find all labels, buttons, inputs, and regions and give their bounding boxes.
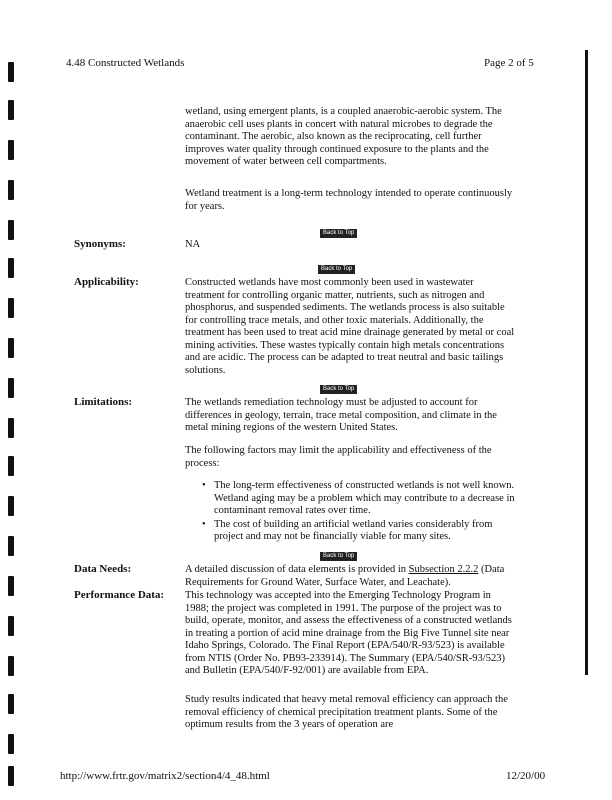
page-url: http://www.frtr.gov/matrix2/section4/4_48.html [60,770,270,782]
data-needs-text-after: (Data Requirements for Ground Water, Surface Water, and Leachate). [185,564,505,588]
punch-hole [8,496,14,516]
limitations-list [200,480,520,545]
back-to-top-button[interactable]: Back to Top [320,385,357,394]
punch-hole [8,100,14,120]
page-date: 12/20/00 [506,770,546,782]
list-item: • The long-term effectiveness of constructed wetlands is not well known. Wetland aging may be a problem which may contribute to a decrease in contaminant removal rates over time. [200,480,520,518]
limitations-label: Limitations: [74,396,133,408]
limitations-paragraph-2: The following factors may limit the applicability and effectiveness of the process: [185,445,492,469]
page-header-title: 4.48 Constructed Wetlands [66,57,185,69]
applicability-label: Applicability: [74,276,139,288]
punch-hole [8,616,14,636]
intro-paragraph: wetland, using emergent plants, is a coupled anaerobic-aerobic system. The anaerobic cell uses plants in concert with natural microbes to degrade the contaminant. The aerobic, also known as the reciprocating, cell further improves water quality through continued exposure to the plants and the movement of water between cell compartments. [185,106,502,167]
data-needs-text-before: A detailed discussion of data elements is provided in [185,564,409,575]
back-to-top-button[interactable]: Back to Top [320,229,357,238]
performance-data-label: Performance Data: [74,589,165,601]
punch-hole [8,140,14,160]
intro-paragraph-2: Wetland treatment is a long-term technology intended to operate continuously for years. [185,188,513,212]
list-item: • The cost of building an artificial wetland varies considerably from project and may not be financially viable for many sites. [200,519,520,544]
data-needs-text [185,564,515,589]
punch-hole [8,766,14,786]
punch-hole [8,694,14,714]
back-to-top-button[interactable]: Back to Top [320,552,357,561]
punch-hole [8,298,14,318]
performance-paragraph: This technology was accepted into the Emerging Technology Program in 1988; the project was completed in 1991. The purpose of the project was to build, operate, monitor, and assess the effectiveness of a constructed wetlands in treating a portion of acid mine drainage from the Big Five Tunnel site near Idaho Springs, Colorado. The Final Report (EPA/540/R-93/523) is available from NTIS (Order No. PB93-233914). The Summary (EPA/540/SR-93/523) and Bulletin (EPA/540/F-92/001) are available from EPA. [185,590,512,676]
limitations-paragraph: The wetlands remediation technology must be adjusted to account for differences in geology, terrain, trace metal composition, and climate in the metal mining regions of the western United States. [185,397,497,433]
punch-hole [8,456,14,476]
subsection-link[interactable]: Subsection 2.2.2 [408,564,479,575]
punch-hole [8,258,14,278]
punch-hole [8,576,14,596]
back-to-top-button[interactable]: Back to Top [318,265,355,274]
applicability-text: Constructed wetlands have most commonly been used in wastewater treatment for controlling organic matter, nutrients, such as nitrogen and phosphorus, and suspended sediments. The wetlands process is also suitable for controlling trace metals, and other toxic materials. Additionally, the treatment has been used to treat acid mine drainage generated by metal or coal mining activities. These wastes typically contain high metals concentrations and are acidic. The process can be adapted to treat neutral and basic tailings solutions. [185,277,515,376]
punch-hole [8,734,14,754]
punch-hole [8,536,14,556]
punch-hole [8,378,14,398]
synonyms-label: Synonyms: [74,238,126,250]
punch-hole [8,338,14,358]
performance-paragraph-2: Study results indicated that heavy metal removal efficiency can approach the removal efficiency of chemical precipitation treatment plants. Some of the optimum results from the 3 years of operation are [185,694,508,730]
data-needs-label: Data Needs: [74,563,132,575]
punch-hole [8,180,14,200]
punch-hole [8,220,14,240]
punch-hole [8,656,14,676]
punch-hole [8,62,14,82]
punch-hole [8,418,14,438]
scan-edge-bar [585,50,588,675]
page-number: Page 2 of 5 [484,57,534,69]
synonyms-value: NA [185,239,201,250]
